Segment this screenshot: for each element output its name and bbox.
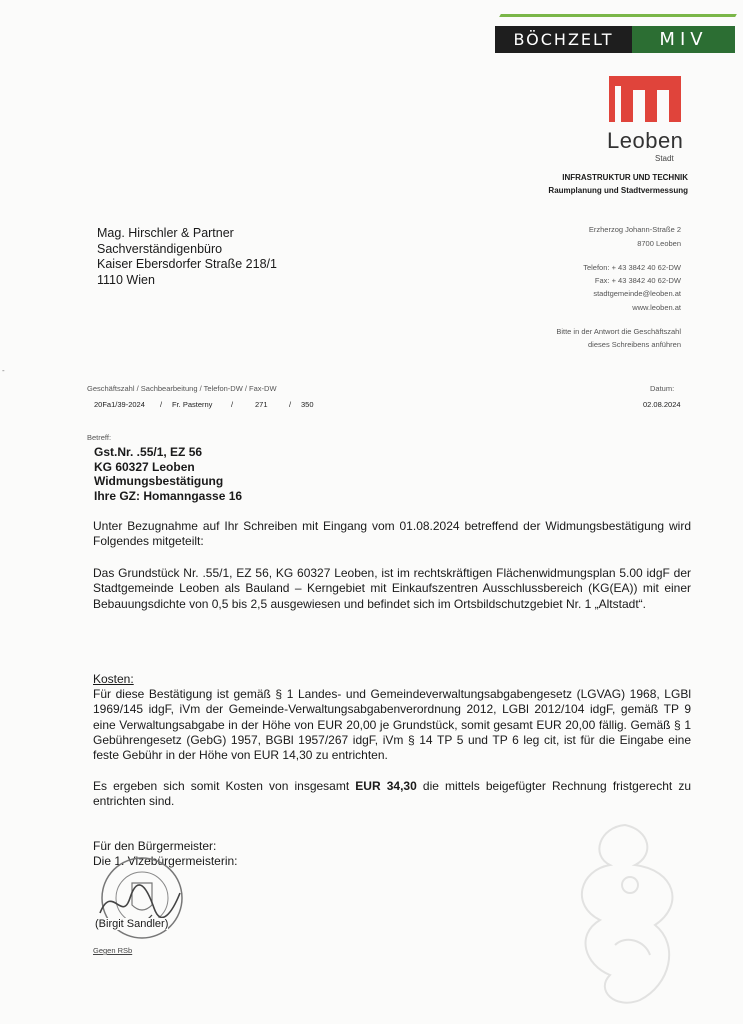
leoben-logo-icon: [607, 72, 683, 124]
reference-sep: /: [160, 400, 163, 409]
contact-city: 8700 Leoben: [637, 239, 681, 248]
signature-line-1: Für den Bürgermeister:: [93, 839, 217, 853]
reference-phone-dw: 271: [255, 400, 268, 409]
costs-paragraph: Für diese Bestätigung ist gemäß § 1 Landes- und Gemeindeverwaltungsabgabengesetz (LGVAG) 1968, LGBl 1969/145 idgF, iVm der Gemeinde-Verwaltungsabgabenverordnung 2012, LGBl 2012/104 idgF, gemäß TP 9 eine Verwaltungsabgabe in der Höhe von EUR 20,00 je Grundstück, somit gesamt EUR 20,00 fällig. Gemäß § 1 Gebührengesetz (GebG) 1957, BGBl 1957/267 idgF, iVm § 14 TP 5 und TP 6 leg cit, ist für die Eingabe eine feste Gebühr in der Höhe von EUR 14,30 zu entrichten.: [93, 687, 691, 763]
contact-email: stadtgemeinde@leoben.at: [593, 289, 681, 298]
subject-line: KG 60327 Leoben: [94, 459, 195, 474]
date-label: Datum:: [650, 384, 675, 393]
recipient-line: Sachverständigenbüro: [97, 241, 223, 256]
reference-person: Fr. Pasterny: [172, 400, 213, 409]
department-subtitle: Raumplanung und Stadtvermessung: [548, 186, 688, 195]
recipient-address: [97, 226, 277, 288]
body-paragraph-zoning: Das Grundstück Nr. .55/1, EZ 56, KG 60327 Leoben, ist im rechtskräftigen Flächenwidmungsplan 5.00 idgF der Stadtgemeinde Leoben als Bauland – Kerngebiet mit Einkaufszentren Ausschlussbereich (KG(EA)) mit einer Bebauungsdichte von 0,5 bis 2,5 ausgewiesen und befindet sich im Ortsbildschutzgebiet Nr. 1 „Altstadt“.: [93, 566, 691, 611]
watermark-icon: [555, 815, 705, 1015]
subject-line: Gst.Nr. .55/1, EZ 56: [94, 445, 203, 459]
costs-heading-text: Kosten:: [93, 672, 134, 686]
contact-street: Erzherzog Johann-Straße 2: [588, 225, 681, 234]
subject-block: [94, 445, 242, 503]
fold-mark: -: [2, 366, 5, 375]
subject-line: Widmungsbestätigung: [94, 474, 224, 488]
recipient-line: Kaiser Ebersdorfer Straße 218/1: [97, 257, 277, 271]
signatory-name: (Birgit Sandler): [95, 918, 169, 930]
brand-name-right: MIV: [632, 26, 735, 53]
total-text-post: die mittels beigefügter Rechnung fristgerecht zu entrichten sind.: [93, 779, 691, 809]
contact-fax: Fax: + 43 3842 40 62-DW: [594, 276, 681, 285]
total-text-pre: Es ergeben sich somit Kosten von insgesamt: [93, 779, 356, 793]
subject-label: Betreff:: [87, 433, 112, 442]
department-title: INFRASTRUKTUR UND TECHNIK: [562, 173, 688, 182]
reference-label: Geschäftszahl / Sachbearbeitung / Telefon-DW / Fax-DW: [87, 384, 277, 393]
brand-logo: [495, 26, 735, 53]
signature-line-2: Die 1. Vizebürgermeisterin:: [93, 854, 238, 868]
reference-fax-dw: 350: [301, 400, 314, 409]
contact-note-2: dieses Schreibens anführen: [588, 340, 681, 349]
subject-line: Ihre GZ: Homanngasse 16: [94, 488, 243, 503]
total-amount: EUR 34,30: [355, 779, 417, 793]
reference-sep: /: [289, 400, 292, 409]
total-paragraph: [93, 779, 691, 810]
logo-wordmark: Leoben: [607, 128, 684, 153]
contact-web: www.leoben.at: [632, 303, 681, 312]
reference-number: 20Fa1/39-2024: [94, 400, 145, 409]
document-date: 02.08.2024: [643, 400, 681, 409]
brand-name-left: BÖCHZELT: [495, 26, 632, 53]
costs-heading: [93, 672, 691, 687]
recipient-line: 1110 Wien: [97, 272, 155, 287]
reference-sep: /: [231, 400, 234, 409]
recipient-line: Mag. Hirschler & Partner: [97, 226, 234, 240]
contact-note-1: Bitte in der Antwort die Geschäftszahl: [556, 327, 681, 336]
brand-accent-line: [499, 14, 737, 17]
contact-phone: Telefon: + 43 3842 40 62-DW: [583, 263, 681, 272]
delivery-note: Gegen RSb: [93, 946, 133, 955]
body-paragraph-intro: Unter Bezugnahme auf Ihr Schreiben mit Eingang vom 01.08.2024 betreffend der Widmungsbestätigung wird Folgendes mitgeteilt:: [93, 519, 691, 549]
logo-subtitle: Stadt: [655, 154, 674, 163]
